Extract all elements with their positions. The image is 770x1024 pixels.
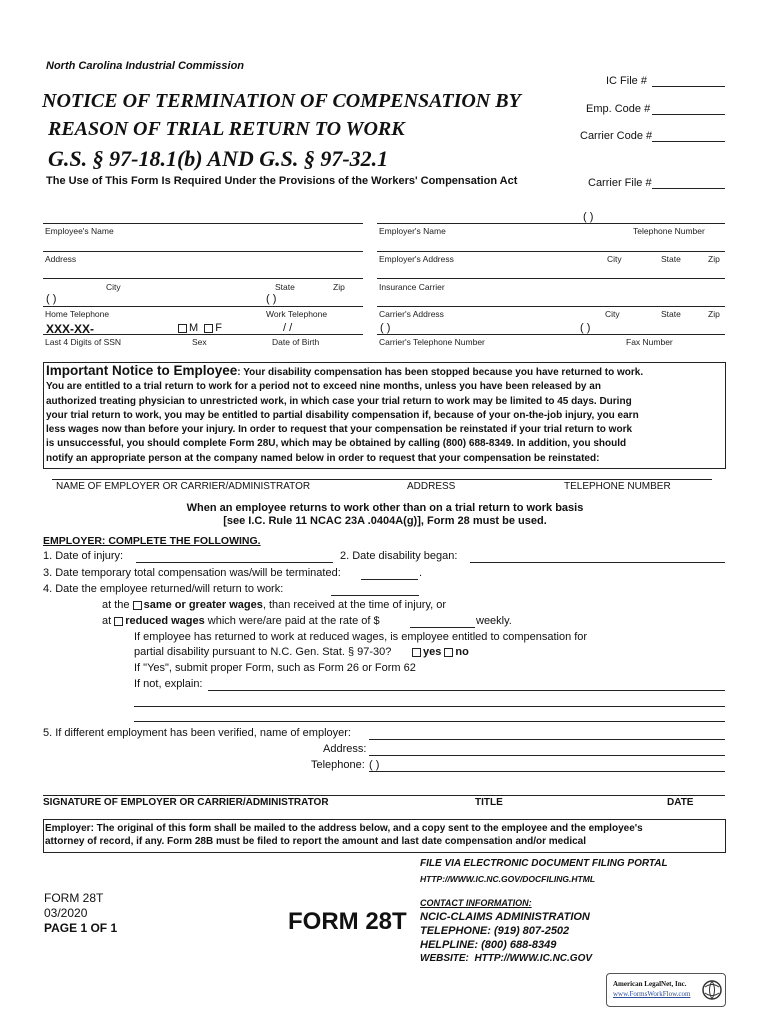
notice-line: is unsuccessful, you should complete Form 28U, which may be obtained by calling (800) 688-8349. In addition, you should — [46, 438, 627, 450]
work-phone-paren: ( ) — [266, 293, 277, 305]
notice-line: notify an appropriate person at the company named below in order to request that your compensation be reinstated: — [46, 452, 600, 464]
fax-number-label: Fax Number — [626, 337, 673, 347]
agency-name: North Carolina Industrial Commission — [46, 60, 245, 72]
contact-name-field[interactable] — [52, 479, 712, 480]
contact-phone-label: TELEPHONE NUMBER — [564, 481, 671, 492]
logo-line2: www.FormsWorkFlow.com — [613, 990, 691, 998]
form-title-line1: NOTICE OF TERMINATION OF COMPENSATION BY — [42, 90, 521, 112]
emp-code-field[interactable] — [652, 114, 725, 115]
employee-name-field[interactable] — [43, 223, 363, 224]
employer-city-label: City — [607, 254, 622, 264]
sex-label: Sex — [192, 337, 207, 347]
partial-line2: partial disability pursuant to N.C. Gen. Stat. § 97-30? — [134, 646, 392, 658]
dob-label: Date of Birth — [272, 337, 320, 347]
home-phone-paren: ( ) — [46, 293, 57, 305]
date-label: DATE — [667, 797, 694, 808]
employee-city-field[interactable] — [43, 278, 363, 279]
form-title-line3: G.S. § 97-18.1(b) AND G.S. § 97-32.1 — [48, 146, 389, 171]
legalnet-globe-icon — [701, 978, 723, 1002]
form-title-line2: REASON OF TRIAL RETURN TO WORK — [48, 118, 405, 140]
carrier-address-field[interactable] — [377, 306, 725, 307]
american-legalnet-logo[interactable] — [606, 973, 726, 1007]
q5-address-label: Address: — [323, 743, 367, 755]
form-date: 03/2020 — [44, 906, 88, 920]
weekly-label: weekly. — [476, 615, 512, 627]
mailing-line2: attorney of record, if any. Form 28B must be filed to report the amount and last date compensation and/or medical — [45, 836, 587, 847]
contact-name-label: NAME OF EMPLOYER OR CARRIER/ADMINISTRATOR — [56, 481, 311, 492]
explain-field-3[interactable] — [134, 721, 725, 722]
explain-field-1[interactable] — [208, 690, 725, 691]
requirement-text: The Use of This Form Is Required Under the Provisions of the Workers' Compensation Act — [46, 175, 518, 187]
reduced-wages-bold: reduced wages — [125, 615, 205, 627]
same-wages-post: , than received at the time of injury, or — [262, 599, 447, 611]
zip-label: Zip — [333, 282, 345, 292]
explain-field-2[interactable] — [134, 706, 725, 707]
weekly-rate-field[interactable] — [410, 627, 475, 628]
notice-line: less wages now than before your injury. In order to request that your compensation be reinstated if your trial return to work — [46, 424, 633, 436]
reduced-wages-option[interactable] — [102, 615, 380, 627]
contact-org: NCIC-CLAIMS ADMINISTRATION — [420, 911, 590, 923]
form-id: FORM 28T — [44, 891, 104, 905]
carrier-zip-label: Zip — [708, 309, 720, 319]
carrier-file-field[interactable] — [652, 188, 725, 189]
important-notice-text — [46, 364, 726, 466]
same-wages-pre: at the — [102, 599, 130, 611]
employer-state-label: State — [661, 254, 681, 264]
ic-file-label: IC File # — [606, 75, 647, 87]
website-label: WEBSITE: — [420, 953, 469, 964]
ssn-sex-dob-field[interactable] — [43, 334, 363, 335]
q3-period: . — [419, 567, 423, 579]
carrier-phone-paren: ( ) — [380, 322, 391, 334]
work-telephone-label: Work Telephone — [266, 309, 328, 319]
reduced-wages-pre: at — [102, 615, 112, 627]
city-label: City — [106, 282, 121, 292]
q5-telephone-paren: ( ) — [369, 759, 380, 771]
emp-code-label: Emp. Code # — [586, 103, 651, 115]
carrier-address-label: Carrier's Address — [379, 309, 444, 319]
q5-telephone-label: Telephone: — [311, 759, 365, 771]
contact-website — [420, 953, 592, 964]
contact-helpline: HELPLINE: (800) 688-8349 — [420, 939, 557, 951]
sex-m-checkbox[interactable] — [178, 324, 187, 333]
sex-field[interactable] — [178, 322, 222, 334]
portal-label: FILE VIA ELECTRONIC DOCUMENT FILING PORTAL — [420, 858, 668, 869]
logo-line1: American LegalNet, Inc. — [613, 980, 687, 988]
contact-telephone: TELEPHONE: (919) 807-2502 — [420, 925, 570, 937]
other-basis-line2: [see I.C. Rule 11 NCAC 23A .0404A(g)], Form 28 must be used. — [223, 515, 547, 527]
notice-heading: Important Notice to Employee — [46, 363, 238, 378]
signature-label: SIGNATURE OF EMPLOYER OR CARRIER/ADMINISTRATOR — [43, 797, 329, 808]
notice-line: your trial return to work, you may be entitled to partial disability compensation if, because of your on-the-job injury, you earn — [46, 409, 639, 421]
state-label: State — [275, 282, 295, 292]
employer-name-field[interactable] — [377, 223, 725, 224]
yes-label: yes — [423, 646, 442, 658]
website-url[interactable]: HTTP://WWW.IC.NC.GOV — [474, 953, 593, 964]
if-not-label: If not, explain: — [134, 678, 203, 690]
employer-name-label: Employer's Name — [379, 226, 446, 236]
address-label: Address — [45, 254, 77, 264]
carrier-phone-label: Carrier's Telephone Number — [379, 337, 485, 347]
ic-file-field[interactable] — [652, 86, 725, 87]
insurance-carrier-field[interactable] — [377, 278, 725, 279]
carrier-file-label: Carrier File # — [588, 177, 652, 189]
notice-line: authorized treating physician to unrestricted work, in which case your trial return to work may be limited to 45 days. During — [46, 395, 632, 407]
big-form-title: FORM 28T — [288, 908, 407, 935]
other-basis-line1: When an employee returns to work other than on a trial return to work basis — [186, 502, 584, 514]
no-checkbox[interactable] — [444, 648, 453, 657]
return-to-work-date-field[interactable] — [331, 595, 419, 596]
mailing-line1: Employer: The original of this form shall be mailed to the address below, and a copy sent to the employee and the employee's — [45, 823, 643, 834]
employer-address-label: Employer's Address — [379, 254, 454, 264]
notice-line: You are entitled to a trial return to work for a period not to exceed nine months, unless you have been released by an — [46, 381, 601, 393]
contact-heading: CONTACT INFORMATION: — [420, 898, 532, 908]
q2-label: 2. Date disability began: — [340, 550, 458, 562]
ssn-label: Last 4 Digits of SSN — [45, 337, 122, 347]
q5-label: 5. If different employment has been verified, name of employer: — [43, 727, 351, 739]
insurance-carrier-label: Insurance Carrier — [379, 282, 445, 292]
sex-f-checkbox[interactable] — [204, 324, 213, 333]
contact-address-label: ADDRESS — [407, 481, 456, 492]
carrier-code-label: Carrier Code # — [580, 130, 653, 142]
same-wages-bold: same or greater wages — [143, 599, 263, 611]
date-disability-began-field[interactable] — [470, 562, 725, 563]
employee-address-field[interactable] — [43, 251, 363, 252]
notice-first-line: : Your disability compensation has been stopped because you have returned to work. — [237, 367, 644, 378]
yes-checkbox[interactable] — [412, 648, 421, 657]
carrier-city-label: City — [605, 309, 620, 319]
carrier-state-label: State — [661, 309, 681, 319]
carrier-code-field[interactable] — [652, 141, 725, 142]
q3-label: 3. Date temporary total compensation was/will be terminated: — [43, 567, 341, 579]
partial-line1: If employee has returned to work at reduced wages, is employee entitled to compensation for — [134, 631, 588, 643]
ssn-value: XXX-XX- — [46, 322, 95, 336]
different-employer-field[interactable] — [369, 739, 725, 740]
mailing-instructions-text — [45, 822, 643, 848]
dob-slashes: / / — [283, 322, 293, 334]
phone-field-row[interactable] — [43, 306, 363, 307]
sex-f-label: F — [215, 322, 223, 334]
sex-m-label: M — [189, 322, 199, 334]
date-of-injury-field[interactable] — [136, 562, 333, 563]
employer-phone-paren: ( ) — [583, 211, 594, 223]
telephone-number-label: Telephone Number — [633, 226, 705, 236]
partial-yes-no[interactable] — [412, 646, 469, 658]
q4-label: 4. Date the employee returned/will return to work: — [43, 583, 284, 595]
ttd-terminated-date-field[interactable] — [361, 579, 418, 580]
page-number: PAGE 1 OF 1 — [44, 921, 118, 935]
no-label: no — [455, 646, 469, 658]
employee-name-label: Employee's Name — [45, 226, 114, 236]
different-employer-address-field[interactable] — [369, 755, 725, 756]
employer-zip-label: Zip — [708, 254, 720, 264]
q1-label: 1. Date of injury: — [43, 550, 124, 562]
signature-field[interactable] — [43, 795, 725, 796]
different-employer-phone-field[interactable] — [369, 771, 725, 772]
portal-url[interactable]: HTTP://WWW.IC.NC.GOV/DOCFILING.HTML — [420, 874, 596, 884]
employer-address-field[interactable] — [377, 251, 725, 252]
reduced-wages-post: which were/are paid at the rate of $ — [204, 615, 380, 627]
home-telephone-label: Home Telephone — [45, 309, 110, 319]
same-wages-option[interactable] — [102, 599, 446, 611]
fax-paren: ( ) — [580, 322, 591, 334]
same-wages-checkbox[interactable] — [133, 601, 142, 610]
carrier-phone-fax-field[interactable] — [377, 334, 725, 335]
if-yes-text: If "Yes", submit proper Form, such as Form 26 or Form 62 — [134, 662, 416, 674]
reduced-wages-checkbox[interactable] — [114, 617, 123, 626]
title-label: TITLE — [475, 797, 503, 808]
employer-section-heading: EMPLOYER: COMPLETE THE FOLLOWING. — [43, 535, 261, 547]
